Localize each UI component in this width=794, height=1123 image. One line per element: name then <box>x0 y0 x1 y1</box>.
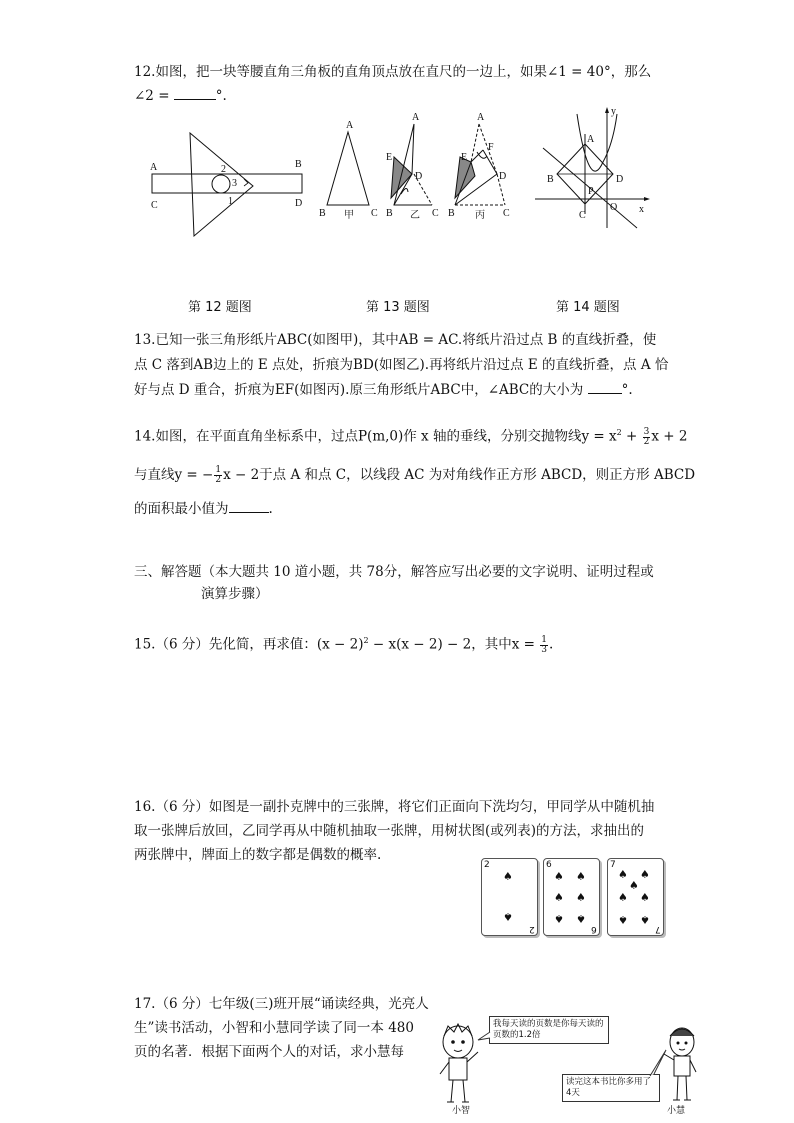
q15-prefix: 15.（6 分）先化简，再求值：(x − 2) <box>134 636 364 653</box>
q14-frac1-num: 3 <box>643 426 650 437</box>
q14-line3 <box>134 500 273 518</box>
q15-frac-num: 1 <box>541 634 547 645</box>
q14-A: A <box>587 134 595 145</box>
playing-card-2 <box>481 858 538 936</box>
caption-q14: 第 14 题图 <box>556 300 620 315</box>
q15 <box>134 632 553 655</box>
spade-icon: ♠ <box>576 870 586 883</box>
q14-line2 <box>134 466 695 485</box>
bing-F: F <box>488 142 494 153</box>
jia-C: C <box>371 208 378 219</box>
name-xiaozhi: 小智 <box>452 1106 471 1116</box>
spade-icon: ♠ <box>618 913 628 926</box>
q13-suffix: °. <box>621 382 633 398</box>
figure-q14 <box>533 104 653 234</box>
q14-l1-suffix: x + 2 <box>651 428 688 445</box>
spade-icon: ♠ <box>554 891 564 904</box>
q14-l2-prefix: 与直线y = − <box>134 467 214 483</box>
q16-line2: 取一张牌后放回，乙同学再从中随机抽取一张牌，用树状图(或列表)的方法，求抽出的 <box>134 823 645 839</box>
q14-frac2 <box>214 466 222 485</box>
label-C: C <box>151 200 158 211</box>
q14-y: y <box>611 106 616 117</box>
q12-line2 <box>134 87 227 105</box>
q14-frac1 <box>643 428 651 447</box>
q14-P: P <box>588 186 594 197</box>
bing-D: D <box>499 171 507 182</box>
figure-q12 <box>148 128 308 240</box>
jia-label: 甲 <box>344 210 354 221</box>
q14-frac2-num: 1 <box>215 465 222 475</box>
q13-line1: 13.已知一张三角形纸片ABC(如图甲)，其中AB = AC.将纸片沿过点 B 的直线折叠，使 <box>134 332 657 348</box>
student-xiaozhi-icon <box>436 1022 482 1110</box>
q17-line3: 页的名著．根据下面两个人的对话，求小慧每 <box>134 1044 404 1060</box>
student-xiaohui-icon <box>662 1024 702 1106</box>
label-A: A <box>150 162 158 173</box>
answer-blank <box>588 393 622 394</box>
bing-A: A <box>477 112 485 123</box>
spade-icon: ♠ <box>640 891 650 904</box>
q13-line2: 点 C 落到AB边上的 E 点处，折痕为BD(如图乙).再将纸片沿过点 E 的直线折叠，点 A 恰 <box>134 357 669 373</box>
yi-label: 乙 <box>410 210 420 221</box>
jia-B: B <box>319 208 326 219</box>
answer-blank <box>174 99 216 100</box>
spade-icon: ♠ <box>618 891 628 904</box>
q14-x: x <box>639 204 644 215</box>
q14-l3-suffix: . <box>268 501 273 517</box>
name-xiaohui: 小慧 <box>667 1106 686 1116</box>
jia-A: A <box>346 120 354 131</box>
figure-q13 <box>315 112 515 224</box>
yi-C: C <box>432 208 439 219</box>
label-2: 2 <box>221 164 226 175</box>
q14-C: C <box>579 210 586 221</box>
label-3: 3 <box>232 178 237 189</box>
q15-suffix: . <box>548 636 554 653</box>
q14-l1-prefix: 14.如图，在平面直角坐标系中，过点P(m,0)作 x 轴的垂线，分别交抛物线y = x <box>134 428 617 445</box>
label-1: 1 <box>228 196 233 207</box>
q15-frac <box>540 636 548 655</box>
q17-line1: 17.（6 分）七年级(三)班开展“诵读经典，光亮人 <box>134 996 429 1012</box>
card-number: 2 <box>529 924 535 934</box>
label-B: B <box>295 159 302 170</box>
q12-suffix: °. <box>215 88 227 104</box>
label-D: D <box>295 198 303 209</box>
q13-prefix: 好与点 D 重合，折痕为EF(如图丙).原三角形纸片ABC中，∠ABC的大小为 <box>134 382 588 398</box>
bing-label: 丙 <box>475 210 485 221</box>
section-heading: 三、解答题（本大题共 10 道小题，共 78分，解答应写出必要的文字说明、证明过程或 <box>134 564 654 580</box>
spade-icon: ♠ <box>629 879 639 892</box>
q14-D: D <box>616 174 624 185</box>
card-number: 6 <box>546 860 552 870</box>
answer-blank <box>229 512 269 513</box>
triangle-plate <box>190 133 253 236</box>
q14-B: B <box>547 174 554 185</box>
q14-l1-plus: + <box>621 428 642 445</box>
playing-card-7 <box>607 858 664 936</box>
spade-icon: ♠ <box>618 868 628 881</box>
yi-B: B <box>386 208 393 219</box>
spade-icon: ♠ <box>576 891 586 904</box>
card-number: 2 <box>484 860 490 870</box>
card-number: 7 <box>655 924 661 934</box>
spade-icon: ♠ <box>640 913 650 926</box>
bing-C: C <box>503 208 510 219</box>
spade-icon: ♠ <box>554 870 564 883</box>
spade-icon: ♠ <box>640 868 650 881</box>
bing-B: B <box>448 208 455 219</box>
q13-line3 <box>134 381 633 399</box>
q14-l2-suffix: x − 2于点 A 和点 C，以线段 AC 为对角线作正方形 ABCD，则正方形 ABCD <box>223 467 696 483</box>
section-heading-2: 演算步骤） <box>201 586 269 602</box>
bing-E: E <box>461 152 468 163</box>
caption-q13: 第 13 题图 <box>366 300 430 315</box>
plate-hole <box>212 175 230 193</box>
parabola <box>577 114 617 171</box>
caption-q12: 第 12 题图 <box>188 300 252 315</box>
yi-D: D <box>415 171 423 182</box>
q12-prefix: ∠2 = <box>134 88 174 104</box>
bubble1-tail <box>478 1032 492 1042</box>
q14-line1 <box>134 424 687 447</box>
q15-frac-den: 3 <box>541 644 547 655</box>
playing-card-6 <box>543 858 600 936</box>
q14-l1-sup: 2 <box>616 428 622 437</box>
q16-line1: 16.（6 分）如图是一副扑克牌中的三张牌，将它们正面向下洗均匀，甲同学从中随机抽 <box>134 799 655 815</box>
q15-sup: 2 <box>363 636 369 645</box>
spade-icon: ♠ <box>503 870 513 883</box>
yi-E: E <box>386 152 393 163</box>
q15-mid: − x(x − 2) − 2，其中x = <box>368 636 540 653</box>
q12-line1: 12.如图，把一块等腰直角三角板的直角顶点放在直尺的一边上，如果∠1 = 40°，那么 <box>134 64 652 80</box>
q14-frac1-den: 2 <box>643 436 650 447</box>
card-number: 6 <box>591 924 597 934</box>
speech-bubble-2: 读完这本书比你多用了4天 <box>562 1074 660 1102</box>
triangle-jia <box>327 132 369 205</box>
q14-frac2-den: 2 <box>215 475 222 485</box>
q14-O: O <box>610 202 618 213</box>
q14-l3-prefix: 的面积最小值为 <box>134 501 229 517</box>
spade-icon: ♠ <box>576 912 586 925</box>
yi-A: A <box>412 112 420 123</box>
speech-bubble-1: 我每天读的页数是你每天读的页数的1.2倍 <box>489 1016 609 1044</box>
q16-line3: 两张牌中，牌面上的数字都是偶数的概率. <box>134 847 382 863</box>
spade-icon: ♠ <box>554 912 564 925</box>
spade-icon: ♠ <box>503 910 513 923</box>
card-number: 7 <box>610 860 616 870</box>
q17-line2: 生”读书活动，小智和小慧同学读了同一本 480 <box>134 1020 414 1036</box>
